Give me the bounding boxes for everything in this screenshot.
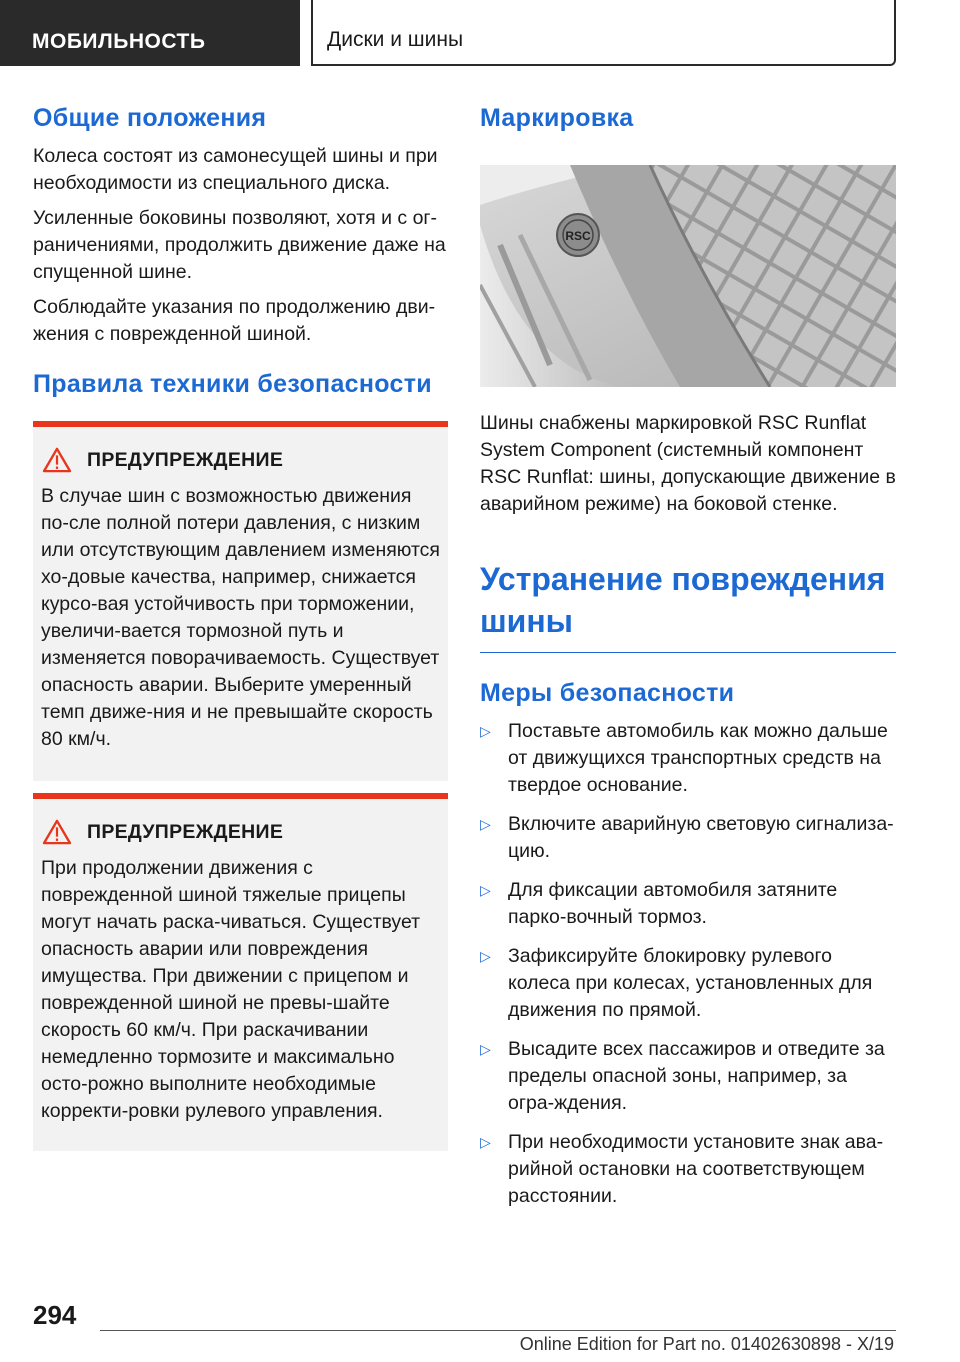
list-item [480,1036,896,1117]
triangle-bullet-icon: ▷ [480,723,491,739]
left-column [33,104,448,1151]
edition-text: Online Edition for Part no. 01402630898 - X/19 [519,1334,894,1354]
warning-text: В случае шин с возможностью движения по-сле полной потери давления, с низким или отсутствующим давлением изменяются хо-довые качества, например, снижается курсо-вая устойчивость при торможении, увеличи-вается тормозной путь и изменяется поворачиваемость. Существует опасность аварии. Выберите умеренный темп движе-ния и не превышайте скорость 80 км/ч. [41,485,440,750]
marking-text: Шины снабжены маркировкой RSC Runflat System Component (системный компонент RSC Runflat: шины, допускающие движение в аварийном режиме) на боковой стенке. [480,412,896,515]
list-item [480,811,896,865]
right-column [480,104,896,1222]
warning-box-1 [33,421,448,781]
step-text: Зафиксируйте блокировку рулевого колеса при колесах, установленных для движения по прямой. [508,945,873,1021]
chapter-title: Диски и шины [311,0,896,66]
page-number: 294 [33,1300,77,1330]
safety-heading: Правила техники безопасности [33,370,432,398]
tire-marking-photo [480,165,896,387]
triangle-bullet-icon: ▷ [480,1041,491,1057]
warning-title: ПРЕДУПРЕЖДЕНИЕ [87,448,284,471]
triangle-bullet-icon: ▷ [480,948,491,964]
step-text: Поставьте автомобиль как можно дальше от движущихся транспортных средств на твердое основание. [508,720,888,796]
list-item [480,1129,896,1210]
general-paragraph-2: Усиленные боковины позволяют, хотя и с ог-раничениями, продолжить движение даже на спущенной шине. [33,207,446,283]
step-text: При необходимости установите знак ава-рийной остановки на соответствующем расстоянии. [508,1131,884,1207]
warning-text: При продолжении движения с поврежденной шиной тяжелые прицепы могут начать раска-чиваться. Существует опасность аварии или повреждения имущества. При движении с прицепом и поврежденной шиной не превы-шайте скорость 60 км/ч. При раскачивании немедленно тормозите и максимально осто-рожно выполните необходимые корректи-ровки рулевого управления. [41,857,421,1122]
warning-triangle-icon [41,447,73,473]
measures-heading: Меры безопасности [480,679,735,707]
section-tab: МОБИЛЬНОСТЬ [0,0,300,66]
safety-steps-list [480,718,896,1210]
repair-heading: Устранение повреждения шины [480,558,896,653]
rsc-logo-text: RSC [565,229,591,243]
list-item [480,877,896,931]
general-paragraph-1: Колеса состоят из самонесущей шины и при необходимости из специального диска. [33,145,438,194]
general-paragraph-3: Соблюдайте указания по продолжению дви-жения с поврежденной шиной. [33,296,436,345]
step-text: Для фиксации автомобиля затяните парко-вочный тормоз. [508,879,838,928]
triangle-bullet-icon: ▷ [480,1134,491,1150]
list-item [480,943,896,1024]
warning-triangle-icon [41,819,73,845]
warning-box-2 [33,793,448,1151]
step-text: Высадите всех пассажиров и отведите за пределы опасной зоны, например, за огра-ждения. [508,1038,885,1114]
footer-divider [100,1330,896,1331]
triangle-bullet-icon: ▷ [480,882,491,898]
marking-heading: Маркировка [480,104,634,132]
warning-title: ПРЕДУПРЕЖДЕНИЕ [87,820,284,843]
step-text: Включите аварийную световую сигнализа-цию. [508,813,894,862]
general-heading: Общие положения [33,104,267,132]
list-item [480,718,896,799]
triangle-bullet-icon: ▷ [480,816,491,832]
